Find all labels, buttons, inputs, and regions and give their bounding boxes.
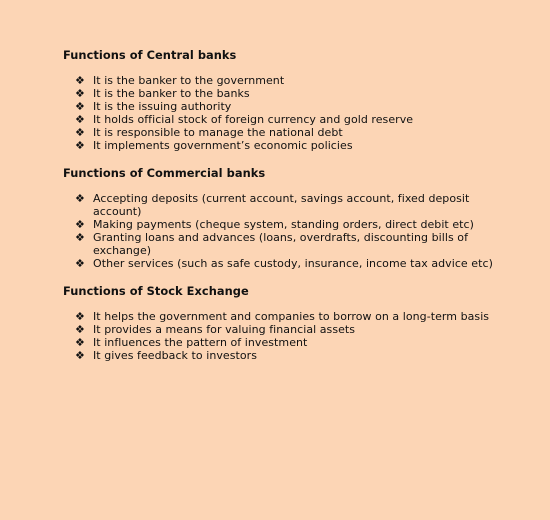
list-item-text: It is the banker to the banks (93, 87, 250, 100)
list-item (63, 100, 503, 113)
four-diamond-bullet-icon: ❖ (75, 310, 85, 323)
bullet-list (63, 192, 503, 270)
list-item (63, 218, 503, 231)
four-diamond-bullet-icon: ❖ (75, 74, 85, 87)
four-diamond-bullet-icon: ❖ (75, 113, 85, 126)
four-diamond-bullet-icon: ❖ (75, 139, 85, 152)
list-item-text: Granting loans and advances (loans, overdrafts, discounting bills of exchange) (93, 231, 468, 257)
list-item-text: It is the issuing authority (93, 100, 232, 113)
four-diamond-bullet-icon: ❖ (75, 100, 85, 113)
list-item (63, 113, 503, 126)
section-heading: Functions of Stock Exchange (63, 284, 249, 298)
bullet-list (63, 74, 503, 152)
list-item-text: It influences the pattern of investment (93, 336, 308, 349)
document-body (63, 47, 503, 362)
list-item (63, 336, 503, 349)
section-commercial-banks (63, 165, 503, 270)
list-item-text: It holds official stock of foreign currency and gold reserve (93, 113, 414, 126)
list-item (63, 323, 503, 336)
section-central-banks (63, 47, 503, 152)
list-item-text: Other services (such as safe custody, insurance, income tax advice etc) (93, 257, 493, 270)
list-item (63, 139, 503, 152)
list-item (63, 126, 503, 139)
list-item (63, 192, 503, 218)
section-stock-exchange (63, 283, 503, 362)
four-diamond-bullet-icon: ❖ (75, 87, 85, 100)
four-diamond-bullet-icon: ❖ (75, 218, 85, 231)
list-item (63, 257, 503, 270)
list-item-text: It gives feedback to investors (93, 349, 257, 362)
four-diamond-bullet-icon: ❖ (75, 323, 85, 336)
list-item-text: It is the banker to the government (93, 74, 285, 87)
bullet-list (63, 310, 503, 362)
list-item-text: It implements government’s economic policies (93, 139, 353, 152)
four-diamond-bullet-icon: ❖ (75, 257, 85, 270)
list-item-text: Accepting deposits (current account, savings account, fixed deposit account) (93, 192, 470, 218)
four-diamond-bullet-icon: ❖ (75, 336, 85, 349)
four-diamond-bullet-icon: ❖ (75, 192, 85, 205)
list-item (63, 231, 503, 257)
four-diamond-bullet-icon: ❖ (75, 126, 85, 139)
list-item-text: It helps the government and companies to borrow on a long-term basis (93, 310, 490, 323)
list-item (63, 310, 503, 323)
four-diamond-bullet-icon: ❖ (75, 231, 85, 244)
list-item-text: Making payments (cheque system, standing orders, direct debit etc) (93, 218, 474, 231)
section-heading: Functions of Central banks (63, 48, 237, 62)
list-item (63, 349, 503, 362)
list-item (63, 74, 503, 87)
list-item-text: It is responsible to manage the national debt (93, 126, 343, 139)
list-item-text: It provides a means for valuing financial assets (93, 323, 356, 336)
four-diamond-bullet-icon: ❖ (75, 349, 85, 362)
list-item (63, 87, 503, 100)
section-heading: Functions of Commercial banks (63, 166, 266, 180)
